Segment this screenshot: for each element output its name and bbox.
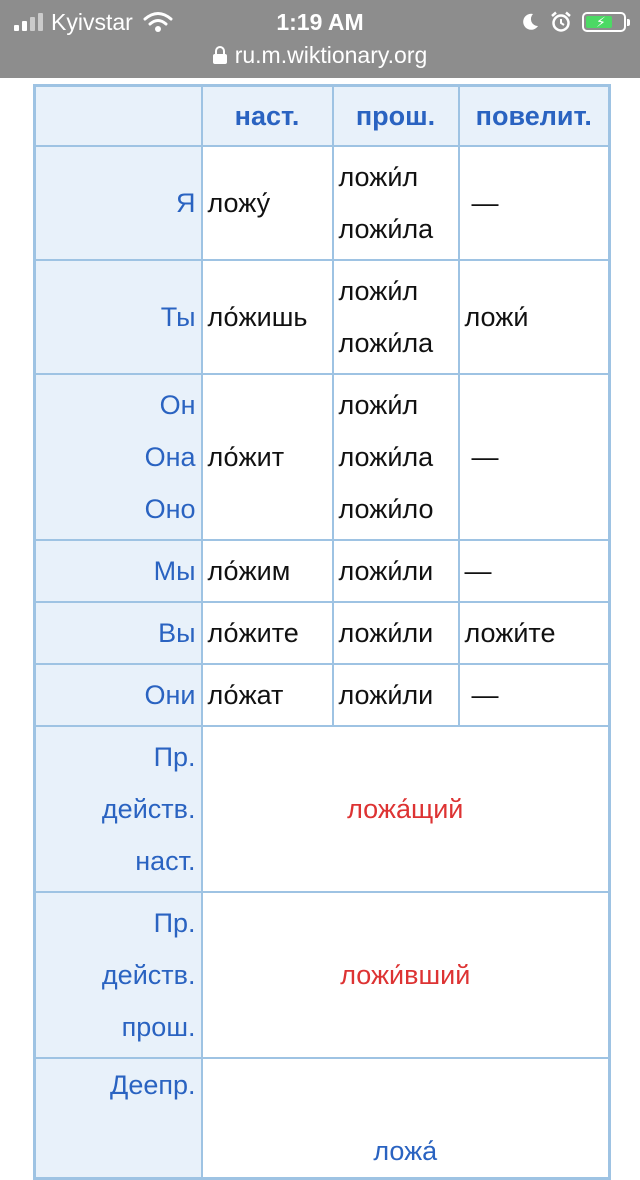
participle-row	[35, 892, 610, 1058]
pronoun: Они	[144, 680, 196, 710]
carrier-name: Kyivstar	[51, 8, 133, 35]
participle-label: прош.	[121, 1012, 196, 1042]
past-form: ложи́ла	[338, 214, 434, 244]
present-form: ло́жите	[202, 602, 333, 664]
table-row	[35, 602, 610, 664]
past-form: ложи́ло	[338, 494, 434, 524]
past-forms	[333, 664, 459, 726]
past-form: ложи́л	[338, 276, 419, 306]
table-row	[35, 146, 610, 260]
participle-label: Пр.	[153, 908, 196, 938]
battery-icon: ⚡	[582, 12, 626, 32]
past-forms	[333, 260, 459, 374]
conjugation-table	[33, 84, 611, 1180]
present-form: ло́жим	[202, 540, 333, 602]
past-forms	[333, 374, 459, 540]
table-row	[35, 664, 610, 726]
row-header	[35, 602, 202, 664]
row-header	[35, 892, 202, 1058]
pronoun: Я	[176, 188, 196, 218]
participle-label: действ.	[101, 960, 196, 990]
row-header	[35, 260, 202, 374]
imperative-form: ложи́	[459, 260, 610, 374]
column-header-past: прош.	[333, 86, 459, 147]
gerund-row	[35, 1058, 610, 1178]
past-form: ложи́ли	[338, 556, 434, 586]
corner-cell	[35, 86, 202, 147]
participle-link[interactable]: ложа́щий	[202, 726, 610, 892]
imperative-form: —	[459, 146, 610, 260]
participle-label: наст.	[135, 846, 196, 876]
row-header	[35, 540, 202, 602]
row-header	[35, 726, 202, 892]
past-form: ложи́л	[338, 162, 419, 192]
pronoun: Оно	[144, 494, 196, 524]
imperative-form: ложи́те	[459, 602, 610, 664]
pronoun: Мы	[153, 556, 196, 586]
table-row	[35, 540, 610, 602]
participle-link[interactable]: ложи́вший	[202, 892, 610, 1058]
table-row	[35, 374, 610, 540]
imperative-form: —	[459, 664, 610, 726]
present-form: ло́жишь	[202, 260, 333, 374]
column-header-imperative: повелит.	[459, 86, 610, 147]
address-bar[interactable]	[0, 40, 640, 70]
row-header	[35, 664, 202, 726]
status-bar	[0, 0, 640, 78]
row-header	[35, 374, 202, 540]
gerund-label: Деепр.	[110, 1070, 196, 1100]
clock: 1:19 AM	[276, 9, 364, 35]
status-right	[520, 7, 626, 37]
column-header-present: наст.	[202, 86, 333, 147]
url-text: ru.m.wiktionary.org	[234, 41, 428, 68]
pronoun: Он	[159, 390, 196, 420]
imperative-form: —	[459, 540, 610, 602]
participle-row	[35, 726, 610, 892]
past-forms	[333, 146, 459, 260]
present-form: ло́жит	[202, 374, 333, 540]
past-form: ложи́л	[338, 390, 419, 420]
row-header	[35, 146, 202, 260]
table-row	[35, 260, 610, 374]
pronoun: Вы	[158, 618, 196, 648]
past-form: ложи́ли	[338, 680, 434, 710]
row-header	[35, 1058, 202, 1178]
pronoun: Ты	[160, 302, 196, 332]
participle-label: Пр.	[153, 742, 196, 772]
gerund-link[interactable]: ложа́	[202, 1058, 610, 1178]
alarm-clock-icon	[550, 11, 572, 33]
moon-icon	[520, 12, 540, 32]
header-row	[35, 86, 610, 147]
past-forms	[333, 540, 459, 602]
present-form: ложу́	[202, 146, 333, 260]
pronoun: Она	[144, 442, 196, 472]
past-forms	[333, 602, 459, 664]
participle-label: действ.	[101, 794, 196, 824]
past-form: ложи́ли	[338, 618, 434, 648]
past-form: ложи́ла	[338, 328, 434, 358]
present-form: ло́жат	[202, 664, 333, 726]
imperative-form: —	[459, 374, 610, 540]
page-content	[0, 78, 640, 1166]
past-form: ложи́ла	[338, 442, 434, 472]
lock-icon	[213, 46, 227, 64]
